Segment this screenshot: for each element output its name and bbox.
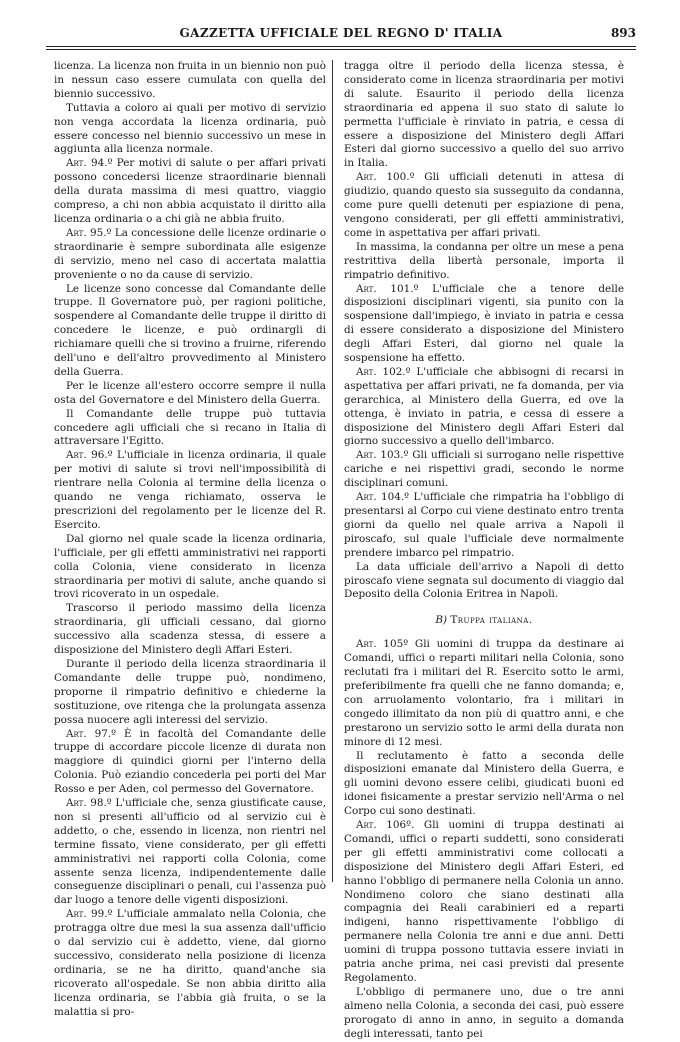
paragraph-text: Tuttavia a coloro ai quali per motivo di servizio non venga accordata la licenza ordinaria, può essere concesso nel biennio successivo un mese in aggiunta alla licenza normale. — [54, 101, 326, 156]
paragraph-text: Durante il periodo della licenza straordinaria il Comandante delle truppe può, nondimeno, proporne il rimpatrio definitivo e chiederne la sostituzione, ove ritenga che la prolungata assenza possa nuocere agli interessi del servizio. — [54, 657, 326, 726]
paragraph — [54, 728, 326, 798]
paragraph — [54, 449, 326, 532]
paragraph-text: Trascorso il periodo massimo della licenza straordinaria, gli ufficiali cessano, dal giorno successivo alla scadenza stessa, di essere a disposizione del Ministero degli Affari Esteri. — [54, 602, 326, 657]
paragraph-text: Il Comandante delle truppe può tuttavia concedere agli ufficiali che si recano in Italia di attraversare l'Egitto. — [54, 407, 326, 448]
paragraph-text: L'ufficiale che, senza giustificate cause, non si presenti all'ufficio od al servizio cui è addetto, o che, essendo in licenza, non rientri nel termine fissato, viene considerato, per gli effetti amministrativi nei rapporti colla Colonia, come assente senza licenza, indipendentemente dalle conseguenze disciplinari o penali, cui l'assenza può dar luogo a tenore delle vigenti disposizioni. — [54, 797, 327, 907]
paragraph — [344, 366, 624, 449]
paragraph-text: tragga oltre il periodo della licenza stessa, è considerato come in licenza straordinaria per motivi di salute. Esaurito il periodo della licenza straordinaria ed appena il suo stato di salute lo permetta l'ufficiale è rinviato in patria, e cessa di essere a disposizione del Ministero degli Affari Esteri dal giorno successivo a quello del suo arrivo in Italia. — [344, 60, 624, 170]
paragraph-text: In massima, la condanna per oltre un mese a pena restrittiva della libertà personale, importa il rimpatrio definitivo. — [344, 240, 624, 281]
article-number: Art. 104.º — [356, 491, 410, 504]
paragraph — [344, 819, 624, 986]
article-number: Art. 101.º — [356, 282, 419, 295]
page-number: 893 — [610, 26, 636, 40]
article-number: Art. 97.º — [66, 727, 117, 740]
article-number: Art. 98.º — [66, 797, 112, 810]
paragraph-text: La data ufficiale dell'arrivo a Napoli di detto piroscafo viene segnata sul documento di viaggio dal Deposito della Colonia Eritrea in Napoli. — [344, 560, 624, 601]
section-letter: B) — [435, 614, 448, 627]
article-number: Art. 100.º — [356, 171, 415, 184]
paragraph — [344, 171, 624, 241]
page-header — [46, 26, 636, 44]
paragraph-text: Per le licenze all'estero occorre sempre il nulla osta del Governatore e del Ministero della Guerra. — [54, 379, 326, 406]
paragraph — [344, 241, 624, 283]
paragraph — [344, 986, 624, 1042]
paragraph — [54, 60, 326, 102]
paragraph-text: . Gli uomini di truppa destinati ai Comandi, uffici o reparti suddetti, sono considerati per gli effetti amministrativi come collocati a disposizione del Ministero degli Affari Esteri, ed hanno l'obbligo di permanere nella Colonia un anno. Nondimeno coloro che siano destinati alla compagnia dei Reali carabinieri ed a reparti indigeni, hanno rispettivamente l'obbligo di permanere nella Colonia tre anni e due anni. Detti uomini di truppa possono tuttavia essere inviati in patria anche prima, nei casi previsti dal presente Regolamento. — [344, 819, 624, 984]
paragraph — [344, 491, 624, 561]
paragraph-text: Gli ufficiali si surrogano nelle rispettive cariche e nei rispettivi gradi, secondo le norme disciplinari comuni. — [344, 449, 625, 490]
paragraph-text: L'ufficiale che rimpatria ha l'obbligo di presentarsi al Corpo cui viene destinato entro trenta giorni da quello nel quale arriva a Napoli il piroscafo, sul quale l'ufficiale deve normalmente prendere imbarco pel rimpatrio. — [344, 491, 624, 559]
paragraph — [344, 750, 624, 820]
article-number: Art. 95.º — [66, 226, 112, 239]
paragraph-text: L'ufficiale ammalato nella Colonia, che protragga oltre due mesi la sua assenza dall'ufficio o dal servizio cui è addetto, viene, dal giorno successivo, considerato nella posizione di licenza ordinaria, se ne ha diritto, quand'anche sia ricoverato all'ospedale. Se non abbia diritto alla licenza ordinaria, se l'abbia già fruita, o se la malattia si pro- — [54, 908, 326, 1018]
gazette-title: GAZZETTA UFFICIALE DEL REGNO D' ITALIA — [179, 26, 503, 40]
article-number: Art. 94.º — [66, 157, 113, 170]
paragraph — [54, 102, 326, 158]
paragraph — [344, 449, 624, 491]
left-column — [54, 60, 326, 1020]
column-divider — [332, 60, 333, 882]
paragraph — [344, 638, 624, 749]
section-label: Truppa italiana. — [450, 614, 533, 627]
header-rule-bottom — [46, 49, 636, 50]
paragraph-text: Gli uomini di truppa da destinare ai Comandi, uffici o reparti militari nella Colonia, sono reclutati fra i militari del R. Esercito sotto le armi, preferibilmente fra quelli che ne fanno domanda; e, con arruolamento volontario, fra i militari in congedo illimitato da non più di quattro anni, e che prestarono un servizio sotto le armi della durata non minore di 12 mesi. — [344, 638, 624, 748]
article-number: Art. 96.º — [66, 449, 113, 462]
article-number: Art. 105º — [356, 638, 409, 651]
header-rule-top — [46, 46, 636, 47]
paragraph-text: È in facoltà del Comandante delle truppe di accordare piccole licenze di durata non maggiore di quindici giorni per l'interno della Colonia. Può eziandio concederla pei porti del Mar Rosso e per Aden, col permesso del Governatore. — [54, 727, 326, 796]
paragraph-text: L'ufficiale che abbisogni di recarsi in aspettativa per affari privati, ne fa domanda, per via gerarchica, al Ministero della Guerra, ed ove la ottenga, è inviato in patria, e cessa di essere a disposizione del Ministero degli Affari Esteri dal giorno successivo a quello dell'imbarco. — [344, 365, 625, 448]
paragraph-text: Per motivi di salute o per affari privati possono concedersi licenze straordinarie biennali della durata massima di mesi quattro, viaggio compreso, a chi non abbia acquistato il diritto alla licenza ordinaria o a chi già ne abbia fruito. — [54, 157, 327, 225]
article-number: Art. 99.º — [66, 908, 113, 921]
paragraph — [54, 533, 326, 603]
paragraph — [54, 283, 326, 380]
paragraph — [54, 227, 326, 283]
paragraph-text: L'ufficiale in licenza ordinaria, il quale per motivi di salute si trovi nell'impossibilità di rientrare nella Colonia al termine della licenza o quando ne venga richiamato, osserva le prescrizioni del regolamento per le licenze del R. Esercito. — [54, 449, 326, 531]
article-number: Art. 103.º — [356, 449, 409, 462]
article-number: Art. 106º — [356, 819, 411, 832]
paragraph-text: licenza. La licenza non fruita in un biennio non può in nessun caso essere cumulata con quella del biennio successivo. — [54, 60, 326, 100]
paragraph — [54, 797, 326, 908]
article-number: Art. 102.º — [356, 365, 411, 378]
paragraph-text: La concessione delle licenze ordinarie o straordinarie è sempre subordinata alle esigenze di servizio, meno nel caso di accertata malattia proveniente o no da cause di servizio. — [54, 226, 326, 281]
paragraph — [344, 60, 624, 171]
paragraph-text: L'obbligo di permanere uno, due o tre anni almeno nella Colonia, a seconda dei casi, può essere prorogato di anno in anno, in seguito a domanda degli interessati, tanto pei — [344, 985, 624, 1040]
paragraph — [54, 157, 326, 227]
paragraph — [54, 908, 326, 1019]
paragraph-text: Dal giorno nel quale scade la licenza ordinaria, l'ufficiale, per gli effetti amministrativi nei rapporti colla Colonia, viene considerato in licenza straordinaria per motivi di salute, anche quando si trovi ricoverato in un ospedale. — [54, 532, 326, 601]
paragraph-text: L'ufficiale che a tenore delle disposizioni disciplinari vigenti, sia punito con la sospensione dall'impiego, è inviato in patria e cessa di essere considerato a disposizione del Ministero degli Affari Esteri, dal giorno nel quale la sospensione ha effetto. — [344, 282, 624, 365]
paragraph-text: Il reclutamento è fatto a seconda delle disposizioni emanate dal Ministero della Guerra, e gli uomini devono essere celibi, giudicati buoni ed idonei fisicamente a prestar servizio nell'Arma o nel Corpo cui sono destinati. — [344, 749, 624, 818]
paragraph — [344, 283, 624, 366]
paragraph-text: Gli ufficiali detenuti in attesa di giudizio, quando questo sia susseguito da condanna, come pure quelli detenuti per espiazione di pena, vengono considerati, per gli effetti amministrativi, come in aspettativa per affari privati. — [344, 171, 624, 239]
paragraph — [54, 602, 326, 658]
paragraph — [344, 561, 624, 603]
paragraph — [54, 658, 326, 728]
right-column — [344, 60, 624, 1042]
paragraph — [54, 408, 326, 450]
paragraph-text: Le licenze sono concesse dal Comandante delle truppe. Il Governatore può, per ragioni politiche, sospendere al Comandante delle truppe il diritto di concedere le licenze, e può ordinargli di richiamare quelli che si trovino a fruirne, riferendo dell'uno e dell'altro provvedimento al Ministero della Guerra. — [54, 282, 326, 378]
paragraph — [54, 380, 326, 408]
section-heading — [344, 614, 624, 628]
